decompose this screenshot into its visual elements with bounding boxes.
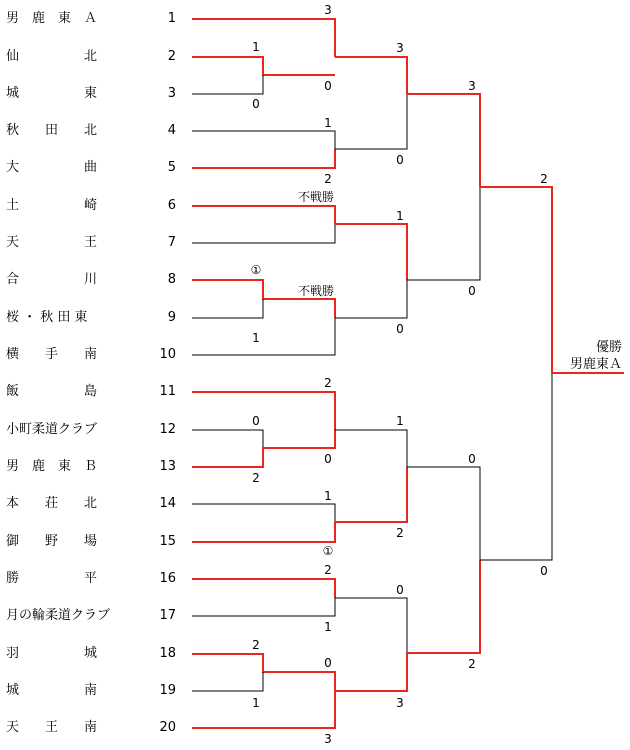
- team-seed: 9: [167, 310, 176, 325]
- winner-path: [407, 94, 480, 187]
- winner-path: [192, 522, 335, 542]
- winner-path: [192, 206, 335, 224]
- score-label: 2: [468, 657, 476, 671]
- bracket-line: [192, 672, 263, 691]
- team-name: 城 東: [6, 86, 98, 101]
- score-label: 3: [468, 79, 476, 93]
- winner-path: [192, 57, 335, 75]
- team-seed: 14: [159, 496, 176, 511]
- score-label: 0: [252, 97, 260, 111]
- score-label: 1: [324, 489, 332, 503]
- bracket-line: [480, 373, 552, 560]
- score-label: ①: [322, 544, 334, 558]
- team-seed: 8: [167, 272, 176, 287]
- bracket-line: [192, 299, 263, 318]
- score-label: ①: [250, 263, 262, 277]
- bracket-line: [192, 224, 335, 243]
- team-seed: 5: [167, 160, 176, 175]
- team-name: 本 荘 北: [6, 496, 98, 511]
- score-label: 3: [324, 3, 332, 17]
- score-label: 1: [396, 414, 404, 428]
- winner-path: [192, 149, 335, 168]
- team-seed: 18: [159, 646, 176, 661]
- team-seed: 15: [159, 534, 176, 549]
- team-name: 月の輪柔道クラブ: [6, 608, 111, 623]
- team-name: 横 手 南: [6, 347, 98, 362]
- score-label: 不戦勝: [297, 284, 334, 298]
- score-label: 1: [252, 40, 260, 54]
- bracket-line: [192, 504, 335, 522]
- score-label: 1: [324, 620, 332, 634]
- team-seed: 6: [167, 198, 176, 213]
- score-label: 3: [396, 696, 404, 710]
- team-name: 飯 島: [6, 384, 98, 399]
- score-label: 0: [396, 322, 404, 336]
- team-seed: 3: [167, 86, 176, 101]
- team-name: 天 王: [6, 235, 98, 250]
- team-name: 小町柔道クラブ: [6, 422, 98, 437]
- team-seed: 13: [159, 459, 176, 474]
- team-seed: 11: [159, 384, 176, 399]
- bracket-line: [192, 598, 335, 616]
- score-label: 2: [324, 376, 332, 390]
- score-label: 2: [252, 638, 260, 652]
- score-label: 0: [540, 564, 548, 578]
- team-name: 男 鹿 東 Ａ: [6, 11, 98, 26]
- score-label: 2: [540, 172, 548, 186]
- score-label: 2: [396, 526, 404, 540]
- bracket-line: [407, 467, 480, 560]
- winner-path: [407, 560, 480, 653]
- team-name: 土 崎: [6, 198, 98, 213]
- team-name: 合 川: [6, 272, 98, 287]
- score-label: 不戦勝: [297, 190, 334, 204]
- bracket-line: [407, 187, 480, 280]
- winner-path: [192, 579, 335, 598]
- team-seed: 2: [167, 49, 176, 64]
- team-name: 勝 平: [6, 571, 98, 586]
- team-name: 大 曲: [6, 160, 98, 175]
- score-label: 0: [324, 452, 332, 466]
- bracket-line: [192, 430, 263, 448]
- bracket-line: [192, 131, 335, 149]
- team-seed: 16: [159, 571, 176, 586]
- score-label: 2: [252, 471, 260, 485]
- score-label: 0: [324, 79, 332, 93]
- champion-team: 男鹿東Ａ: [569, 357, 622, 372]
- score-label: 0: [468, 452, 476, 466]
- score-label: 0: [396, 583, 404, 597]
- score-label: 0: [468, 284, 476, 298]
- score-label: 2: [324, 563, 332, 577]
- bracket-line: [335, 280, 407, 318]
- team-seed: 4: [167, 123, 176, 138]
- team-name: 桜 ・ 秋 田 東: [6, 310, 88, 325]
- score-label: 0: [324, 656, 332, 670]
- score-label: 0: [396, 153, 404, 167]
- winner-path: [335, 224, 407, 280]
- team-seed: 7: [167, 235, 176, 250]
- score-label: 1: [324, 116, 332, 130]
- team-seed: 19: [159, 683, 176, 698]
- score-label: 1: [396, 209, 404, 223]
- team-name: 羽 城: [6, 646, 98, 661]
- champion-title: 優勝: [595, 340, 622, 355]
- team-name: 仙 北: [6, 49, 98, 64]
- score-label: 3: [396, 41, 404, 55]
- score-label: 2: [324, 172, 332, 186]
- team-seed: 10: [159, 347, 176, 362]
- score-label: 1: [252, 331, 260, 345]
- score-label: 1: [252, 696, 260, 710]
- team-seed: 20: [159, 720, 176, 735]
- score-label: 0: [252, 414, 260, 428]
- bracket-line: [192, 75, 263, 94]
- team-seed: 12: [159, 422, 176, 437]
- team-seed: 17: [159, 608, 176, 623]
- team-seed: 1: [167, 11, 176, 26]
- team-name: 男 鹿 東 Ｂ: [6, 459, 98, 474]
- team-name: 秋 田 北: [6, 123, 98, 138]
- team-name: 城 南: [6, 683, 98, 698]
- team-name: 天 王 南: [6, 720, 98, 735]
- score-label: 3: [324, 732, 332, 746]
- team-name: 御 野 場: [6, 534, 98, 549]
